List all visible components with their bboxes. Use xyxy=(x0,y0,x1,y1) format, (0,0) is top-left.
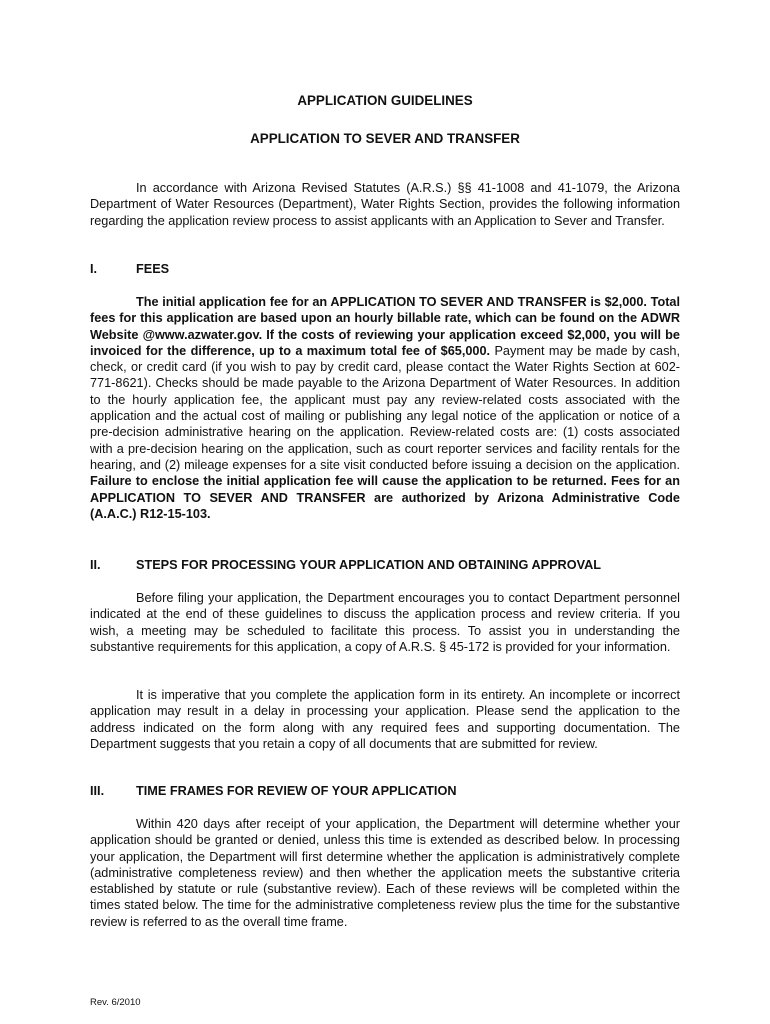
timeframes-text: Within 420 days after receipt of your application, the Department will determine whether your application should be granted or denied, unless this time is extended as described below. In processing your application, the Department will first determine whether the application is administratively complete (administrative completeness review) and then whether the application meets the substantive criteria established by statute or rule (substantive review). Each of these reviews will be completed within the times stated below. The time for the administrative completeness review plus the time for the substantive review is referred to as the overall time frame. xyxy=(90,817,680,929)
steps-paragraph-2 xyxy=(90,687,680,752)
steps-text-2: It is imperative that you complete the application form in its entirety. An incomplete or incorrect application may result in a delay in processing your application. Please send the application to the address indicated on the form along with any required fees and supporting documentation. The Department suggests that you retain a copy of all documents that are submitted for review. xyxy=(90,688,680,751)
section-number: III. xyxy=(90,784,105,798)
revision-footer: Rev. 6/2010 xyxy=(90,997,141,1008)
section-title: STEPS FOR PROCESSING YOUR APPLICATION AND OBTAINING APPROVAL xyxy=(136,558,602,572)
section-title: FEES xyxy=(136,262,170,276)
timeframes-paragraph xyxy=(90,816,680,930)
section-title: TIME FRAMES FOR REVIEW OF YOUR APPLICATION xyxy=(136,784,457,798)
steps-paragraph-1 xyxy=(90,590,680,655)
section-number: II. xyxy=(90,558,101,572)
section-number: I. xyxy=(90,262,98,276)
fees-paragraph xyxy=(90,294,680,522)
intro-text: In accordance with Arizona Revised Statutes (A.R.S.) §§ 41-1008 and 41-1079, the Arizona Department of Water Resources (Department), Water Rights Section, provides the following information regarding the application review process to assist applicants with an Application to Sever and Transfer. xyxy=(90,181,680,228)
document-subtitle: APPLICATION TO SEVER AND TRANSFER xyxy=(250,131,520,146)
intro-paragraph xyxy=(90,180,680,229)
steps-text-1: Before filing your application, the Department encourages you to contact Department personnel indicated at the end of these guidelines to discuss the application process and review criteria. If you wish, a meeting may be scheduled to facilitate this process. To assist you in understanding the substantive requirements for this application, a copy of A.R.S. § 45-172 is provided for your information. xyxy=(90,591,680,654)
fees-bold-tail: Failure to enclose the initial application fee will cause the application to be returned. Fees for an APPLICATION TO SEVER AND TRANSFER are authorized by Arizona Administrative Code (A.A.C.) R12-15-103. xyxy=(90,474,680,521)
fees-body: Payment may be made by cash, check, or credit card (if you wish to pay by credit card, please contact the Water Rights Section at 602-771-8621). Checks should be made payable to the Arizona Department of Water Resources. In addition to the hourly application fee, the applicant must pay any review-related costs associated with the application and the actual cost of mailing or publishing any legal notice of the application or notice of a pre-decision administrative hearing on the application. Review-related costs are: (1) costs associated with a pre-decision hearing on the application, such as court reporter services and facility rentals for the hearing, and (2) mileage expenses for a site visit conducted before issuing a decision on the application. xyxy=(90,343,681,472)
document-title: APPLICATION GUIDELINES xyxy=(297,93,473,108)
fees-bold-lead: The initial application fee for an APPLICATION TO SEVER AND TRANSFER is $2,000. Total fees for this application are based upon an hourly billable rate, which can be found on the ADWR Website @www.azwater.gov. If the costs of reviewing your application exceed $2,000, you will be invoiced for the difference, up to a maximum total fee of $65,000. xyxy=(90,295,680,358)
